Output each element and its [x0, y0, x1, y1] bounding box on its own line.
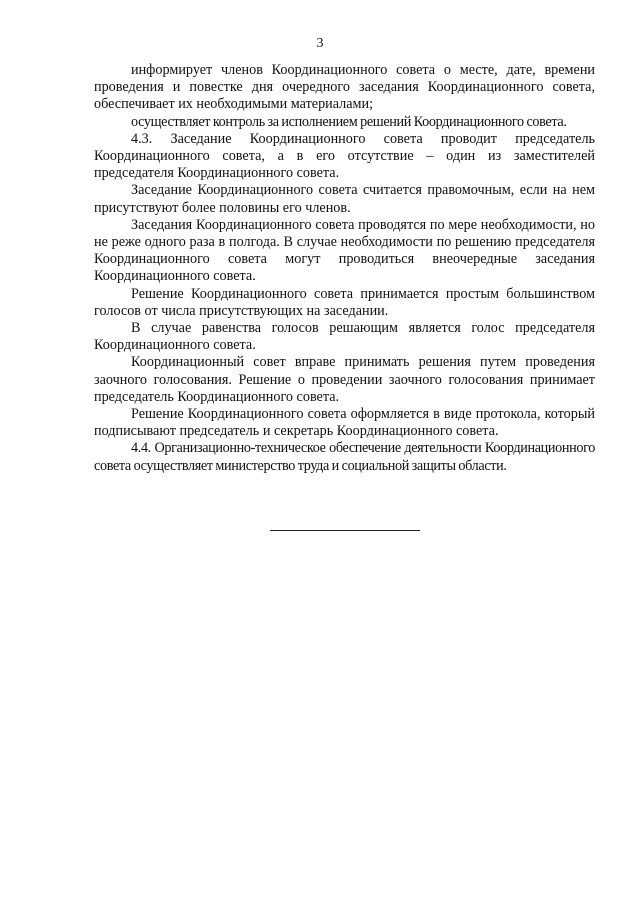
paragraph-4-4-organizational-support: 4.4. Организационно-техническое обеспечение деятельности Координационного совета осуществляет министерство труда и социальной защиты области.: [94, 440, 595, 474]
paragraph-informs-members: информирует членов Координационного совета о месте, дате, времени проведения и повестке дня очередного заседания Координационного совета, обеспечивает их необходимыми материалами;: [94, 62, 595, 113]
paragraph-majority-vote: Решение Координационного совета принимается простым большинством голосов от числа присутствующих на заседании.: [94, 285, 595, 319]
page-number: 3: [316, 36, 324, 51]
document-body: [94, 62, 595, 475]
end-divider-line: [270, 530, 420, 531]
paragraph-4-3-meeting-chair: 4.3. Заседание Координационного совета проводит председатель Координационного совета, а в его отсутствие – один из заместителей председателя Координационного совета.: [94, 130, 595, 182]
paragraph-quorum: Заседание Координационного совета считается правомочным, если на нем присутствуют более половины его членов.: [94, 182, 595, 216]
paragraph-protocol: Решение Координационного совета оформляется в виде протокола, который подписывают председатель и секретарь Координационного совета.: [94, 406, 595, 440]
paragraph-absentee-voting: Координационный совет вправе принимать решения путем проведения заочного голосования. Решение о проведении заочного голосования принимает председатель Координационного совета.: [94, 354, 595, 405]
paragraph-meeting-frequency: Заседания Координационного совета проводятся по мере необходимости, но не реже одного раза в полгода. В случае необходимости по решению председателя Координационного совета могут проводиться внеочередные заседания Координационного совета.: [94, 216, 595, 285]
paragraph-controls-execution: осуществляет контроль за исполнением решений Координационного совета.: [131, 113, 567, 130]
paragraph-tie-vote: В случае равенства голосов решающим является голос председателя Координационного совета.: [94, 320, 595, 354]
